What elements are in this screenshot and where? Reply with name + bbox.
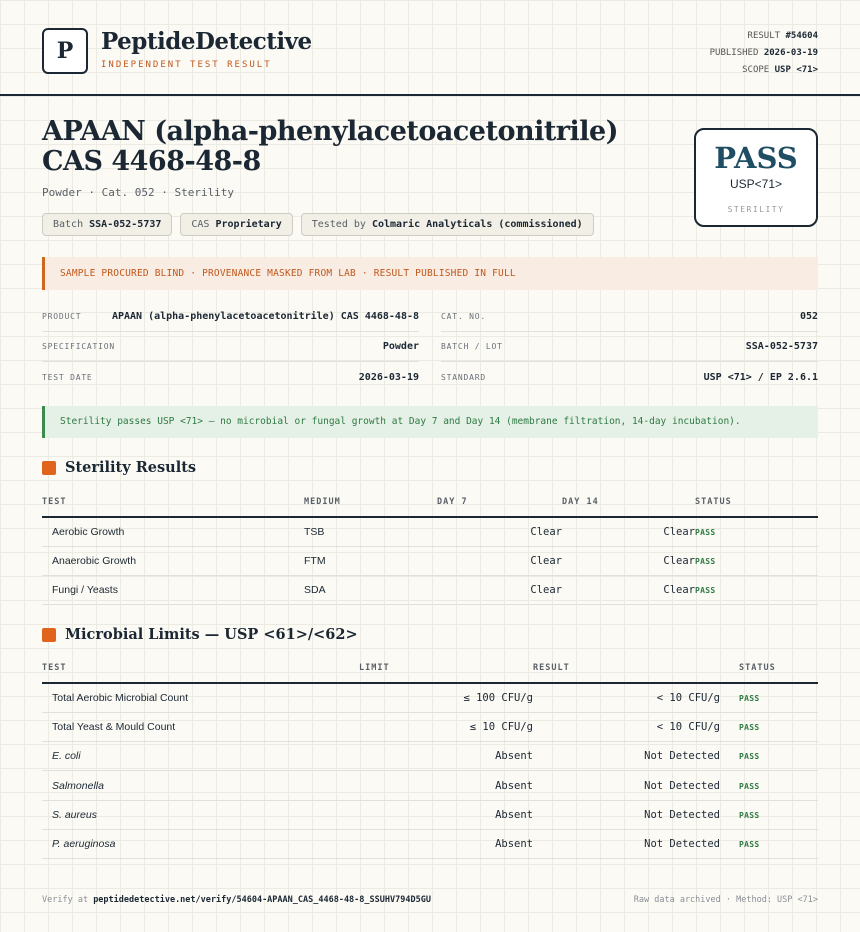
detail-row-product: PRODUCT APAAN (alpha-phenylacetoacetonitrile) CAS 4468-48-8 [42,302,419,332]
product-subtitle: Powder · Cat. 052 · Sterility [42,186,235,199]
result-id: RESULT #54604 [747,31,818,41]
stamp-method: USP<71> [729,177,783,191]
status-badge: PASS [739,752,760,762]
blind-notice: SAMPLE PROCURED BLIND · PROVENANCE MASKED FROM LAB · RESULT PUBLISHED IN FULL [42,257,818,290]
table-row: Fungi / Yeasts SDA Clear Clear PASS [42,576,818,605]
section-marker-icon [42,461,56,475]
table-row: S. aureus Absent Not Detected PASS [42,800,818,829]
pass-stamp [694,128,818,227]
detail-row-batch: BATCH / LOT SSA-052-5737 [441,332,818,362]
status-badge: PASS [739,722,760,732]
chips-row [42,213,594,236]
status-badge: PASS [739,693,760,703]
status-badge: PASS [695,527,716,537]
brand-logo[interactable]: P [42,28,88,74]
summary-banner: Sterility passes USP <71> — no microbial or fungal growth at Day 7 and Day 14 (membrane filtration, 14-day incubation). [42,406,818,438]
brand-tagline: INDEPENDENT TEST RESULT [101,60,272,70]
verify-url[interactable]: peptidedetective.net/verify/54604-APAAN_CAS_4468-48-8_SSUHV794D5GU [93,895,431,905]
table-row: Anaerobic Growth FTM Clear Clear PASS [42,546,818,575]
stamp-result: PASS [714,141,798,175]
table-row: Total Yeast & Mould Count ≤ 10 CFU/g < 10 CFU/g PASS [42,712,818,741]
status-badge: PASS [739,840,760,850]
tested-by-chip: Tested by Colmaric Analyticals (commissioned) [301,213,594,236]
table-row: Total Aerobic Microbial Count ≤ 100 CFU/g < 10 CFU/g PASS [42,683,818,712]
detail-row-cat-no: CAT. NO. 052 [441,302,818,332]
status-badge: PASS [695,556,716,566]
table-row: E. coli Absent Not Detected PASS [42,742,818,771]
footer-note: Raw data archived · Method: USP <71> [633,895,818,905]
brand-name[interactable]: PeptideDetective [101,28,312,55]
detail-row-standard: STANDARD USP <71> / EP 2.6.1 [441,371,818,383]
table-row: Salmonella Absent Not Detected PASS [42,771,818,800]
section-marker-icon [42,628,56,642]
table-header-row: TEST MEDIUM DAY 7 DAY 14 STATUS [42,488,818,517]
batch-chip: Batch SSA-052-5737 [42,213,172,236]
cas-chip: CAS Proprietary [180,213,292,236]
status-badge: PASS [739,781,760,791]
microbial-table [42,654,818,859]
stamp-category: STERILITY [727,205,785,214]
table-header-row: TEST LIMIT RESULT STATUS [42,654,818,683]
sterility-table [42,488,818,605]
report-meta [710,28,818,79]
status-badge: PASS [739,810,760,820]
table-row: Aerobic Growth TSB Clear Clear PASS [42,517,818,546]
published-date: PUBLISHED 2026-03-19 [709,48,818,58]
product-title: APAAN (alpha-phenylacetoacetonitrile) CAS 4468-48-8 [42,116,619,177]
microbial-heading: Microbial Limits — USP <61>/<62> [42,626,358,643]
verify-link[interactable]: Verify at peptidedetective.net/verify/54604-APAAN_CAS_4468-48-8_SSUHV794D5GU [42,895,431,905]
report-header [0,0,860,96]
table-row: P. aeruginosa Absent Not Detected PASS [42,829,818,858]
sterility-heading: Sterility Results [42,459,196,476]
scope: SCOPE USP <71> [742,65,818,75]
detail-row-specification: SPECIFICATION Powder [42,332,419,362]
status-badge: PASS [695,586,716,596]
detail-row-test-date: TEST DATE 2026-03-19 [42,371,419,383]
